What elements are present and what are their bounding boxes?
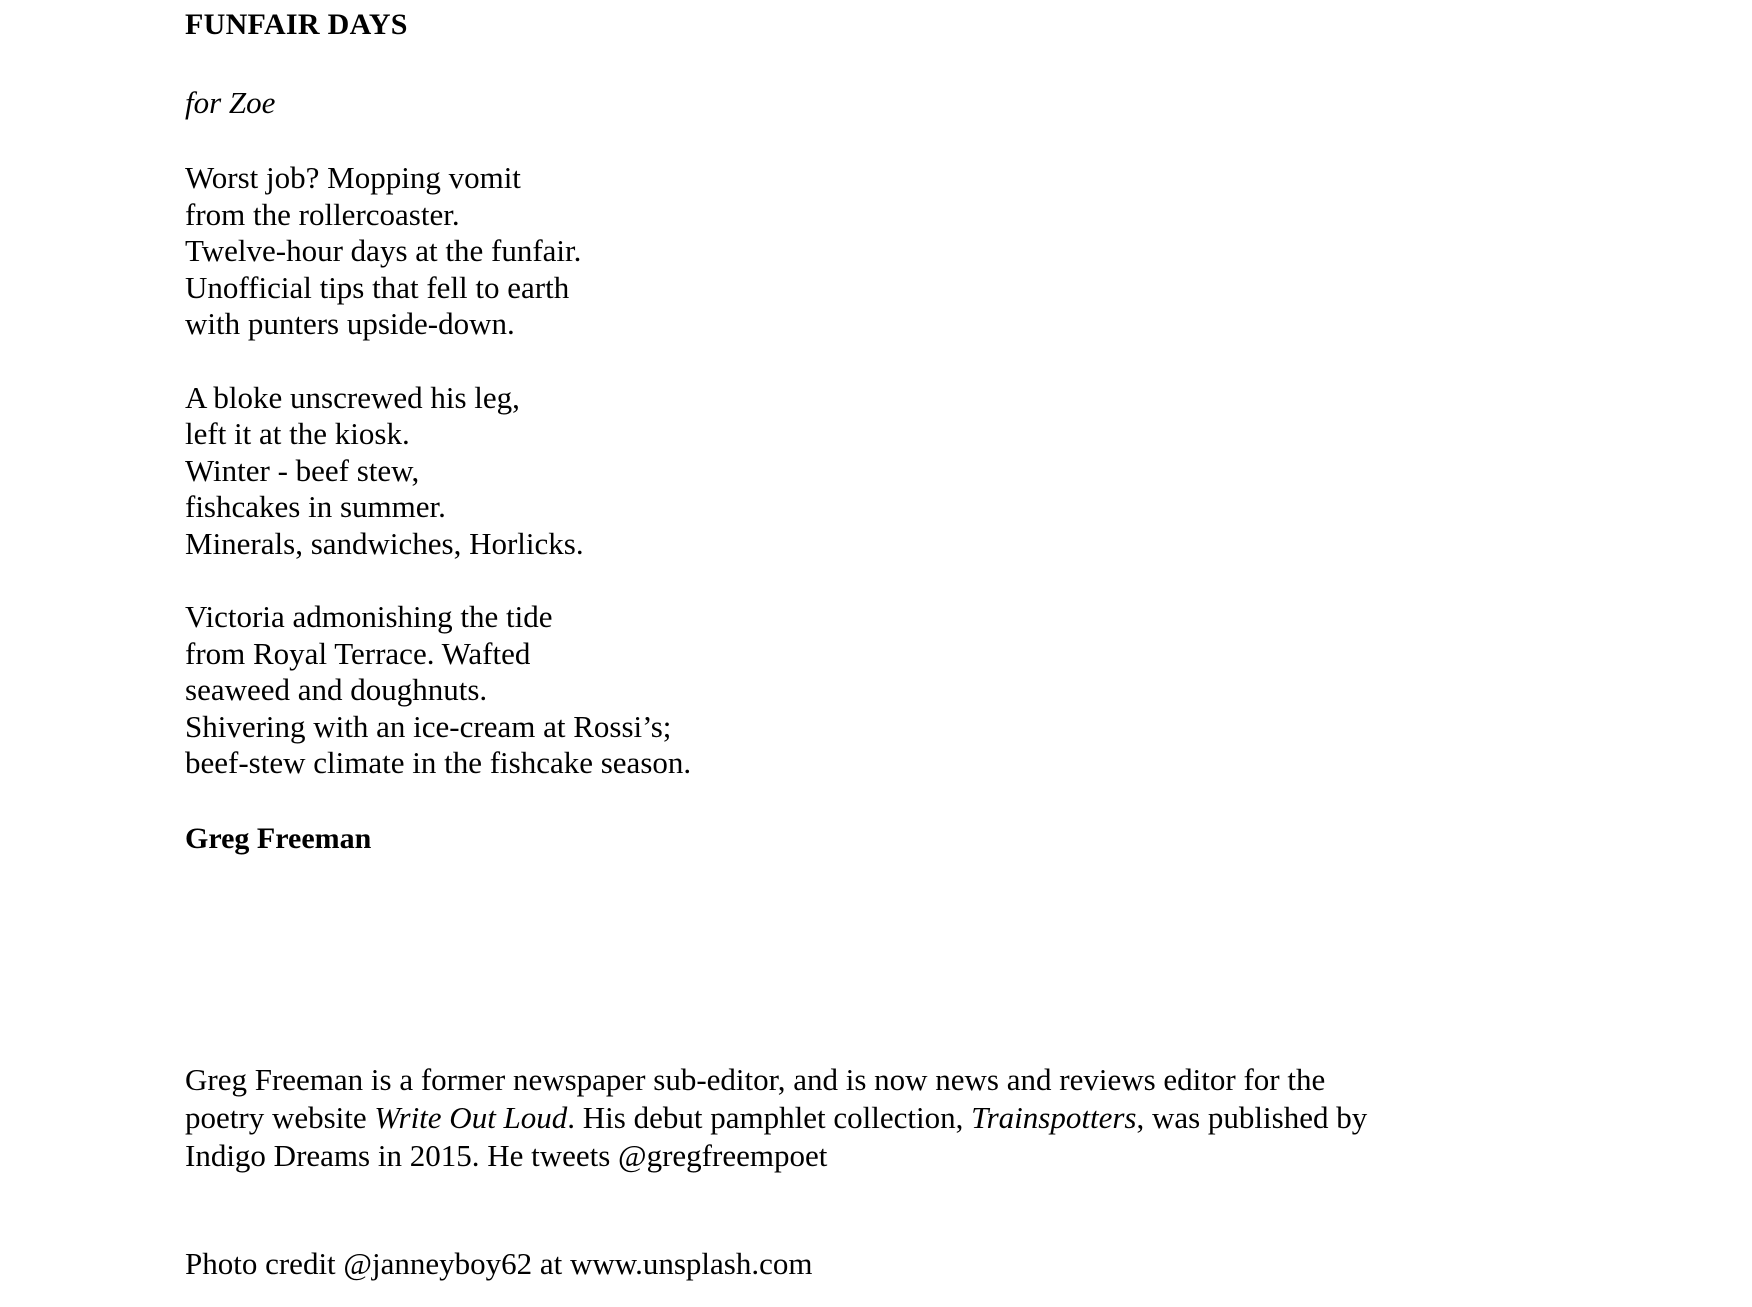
poem-body	[185, 160, 1285, 782]
poem-line: with punters upside-down.	[185, 306, 515, 341]
photo-credit: Photo credit @janneyboy62 at www.unsplash.com	[185, 1246, 813, 1281]
bio-text-part-1: Greg Freeman is a former newspaper sub-editor, and is now news and reviews editor for the poetry website	[185, 1062, 1326, 1135]
poem-line: Minerals, sandwiches, Horlicks.	[185, 525, 584, 561]
poem-line: beef-stew climate in the fishcake season.	[185, 745, 692, 780]
poem-line: fishcakes in summer.	[185, 489, 446, 524]
poem-stanza	[185, 160, 1285, 343]
poem-line: Shivering with an ice-cream at Rossi’s;	[185, 708, 672, 744]
poem-line: Winter - beef stew,	[185, 452, 420, 488]
poem-line: Twelve-hour days at the funfair.	[185, 233, 582, 268]
poem-line: Unofficial tips that fell to earth	[185, 269, 570, 305]
poem-line: Victoria admonishing the tide	[185, 599, 553, 634]
poem-stanza	[185, 599, 1285, 782]
poem-line: A bloke unscrewed his leg,	[185, 379, 520, 415]
author-byline: Greg Freeman	[185, 822, 372, 855]
poem-stanza	[185, 380, 1285, 563]
bio-text-part-3: , was published by Indigo Dreams in 2015. He tweets @gregfreempoet	[185, 1100, 1368, 1173]
poem-line: left it at the kiosk.	[185, 416, 410, 451]
author-bio	[185, 1061, 1370, 1175]
poem-line: from Royal Terrace. Wafted	[185, 635, 531, 671]
bio-website-title: Write Out Loud	[374, 1100, 568, 1135]
poem-line: seaweed and doughnuts.	[185, 672, 488, 707]
bio-collection-title: Trainspotters	[971, 1100, 1137, 1135]
poem-line: Worst job? Mopping vomit	[185, 160, 521, 195]
poem-dedication: for Zoe	[185, 85, 276, 120]
bio-text-part-2: . His debut pamphlet collection,	[567, 1100, 972, 1135]
page-title: FUNFAIR DAYS	[185, 8, 408, 41]
poem-line: from the rollercoaster.	[185, 196, 460, 232]
poem-content	[185, 8, 1605, 1281]
